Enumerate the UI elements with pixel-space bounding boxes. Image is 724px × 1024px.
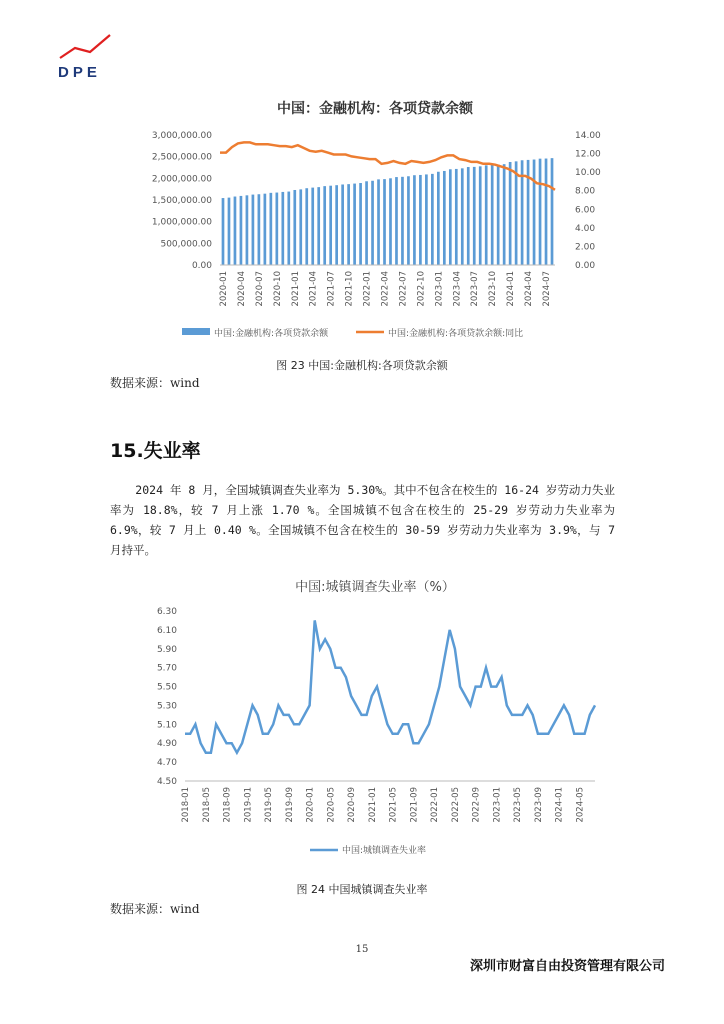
- right-tick-label: 8.00: [575, 186, 596, 197]
- chart1-x-axis: [219, 271, 552, 307]
- right-tick-label: 10.00: [575, 168, 601, 179]
- legend-line-label: 中国:城镇调查失业率: [342, 846, 427, 856]
- right-tick-label: 6.00: [575, 205, 596, 216]
- x-tick-label: 2021-04: [308, 271, 319, 307]
- x-tick-label: 2021-07: [326, 271, 337, 307]
- loan-bar: [479, 166, 482, 265]
- y-tick-label: 5.50: [156, 682, 177, 693]
- logo-swoosh: [60, 35, 110, 58]
- loan-bar: [293, 190, 296, 265]
- loan-bar: [491, 165, 494, 265]
- loan-bar: [275, 193, 278, 265]
- loan-bar: [317, 187, 320, 265]
- company-name: 深圳市财富自由投资管理有限公司: [470, 959, 666, 974]
- x-tick-label: 2019-05: [264, 787, 275, 823]
- y-tick-label: 4.90: [156, 739, 177, 750]
- loan-bar: [377, 179, 380, 265]
- figure23-source: 数据来源：wind: [110, 376, 200, 390]
- right-tick-label: 14.00: [575, 131, 601, 141]
- loan-bar: [347, 184, 350, 265]
- right-tick-label: 4.00: [575, 223, 596, 234]
- chart2-y-axis: [157, 607, 177, 787]
- x-tick-label: 2022-01: [362, 271, 373, 307]
- loan-bar: [287, 192, 290, 265]
- loan-bar: [461, 168, 464, 265]
- loan-bar: [395, 177, 398, 265]
- x-tick-label: 2018-05: [201, 787, 212, 823]
- x-tick-label: 2021-05: [388, 787, 399, 823]
- y-tick-label: 5.70: [156, 663, 177, 674]
- loan-bar: [359, 183, 362, 265]
- x-tick-label: 2020-01: [305, 787, 316, 823]
- left-tick-label: 2,000,000.00: [151, 174, 212, 185]
- right-tick-label: 2.00: [575, 242, 596, 253]
- chart1-left-axis: [152, 131, 212, 271]
- legend-line-label: 中国:金融机构:各项贷款余额:同比: [388, 329, 524, 339]
- loan-bar: [539, 159, 542, 265]
- x-tick-label: 2019-01: [243, 787, 254, 823]
- loan-bar: [353, 184, 356, 265]
- left-tick-label: 0.00: [191, 261, 212, 271]
- y-tick-label: 4.50: [156, 777, 177, 787]
- loan-bar: [437, 172, 440, 265]
- left-tick-label: 3,000,000.00: [151, 131, 212, 141]
- loan-bar: [443, 171, 446, 265]
- x-tick-label: 2023-04: [452, 271, 463, 307]
- x-tick-label: 2018-09: [222, 787, 233, 823]
- loan-bar: [533, 160, 536, 265]
- right-tick-label: 0.00: [575, 261, 596, 271]
- x-tick-label: 2024-04: [524, 271, 535, 307]
- y-tick-label: 6.10: [156, 625, 177, 636]
- y-tick-label: 5.10: [156, 720, 177, 731]
- loan-bar: [341, 184, 344, 265]
- loan-bar: [467, 167, 470, 265]
- loan-bar: [425, 174, 428, 265]
- x-tick-label: 2023-01: [434, 271, 445, 307]
- loan-bar: [455, 169, 458, 265]
- x-tick-label: 2018-01: [181, 787, 191, 823]
- loan-bar: [329, 186, 332, 265]
- x-tick-label: 2024-01: [554, 787, 565, 823]
- chart1-right-axis: [575, 131, 601, 271]
- x-tick-label: 2020-05: [326, 787, 337, 823]
- x-tick-label: 2022-01: [430, 787, 441, 823]
- x-tick-label: 2021-10: [344, 271, 355, 307]
- x-tick-label: 2020-07: [254, 271, 265, 307]
- loan-bar: [365, 181, 368, 265]
- x-tick-label: 2023-09: [533, 787, 544, 823]
- x-tick-label: 2021-01: [290, 271, 301, 307]
- x-tick-label: 2022-09: [471, 787, 482, 823]
- x-tick-label: 2022-07: [398, 271, 409, 307]
- figure23-caption: 图 23 中国:金融机构:各项贷款余额: [276, 359, 448, 372]
- loan-bar: [449, 169, 452, 265]
- loan-bar: [228, 198, 231, 265]
- x-tick-label: 2023-10: [488, 271, 499, 307]
- loan-bar: [383, 179, 386, 265]
- legend-bar-swatch: [182, 328, 210, 335]
- page-number: 15: [355, 944, 369, 955]
- loan-bar: [258, 194, 261, 265]
- x-tick-label: 2020-01: [218, 271, 229, 307]
- chart2-legend: [310, 844, 426, 856]
- loan-bar: [323, 186, 326, 265]
- x-tick-label: 2024-01: [506, 271, 517, 307]
- x-tick-label: 2024-07: [542, 271, 553, 307]
- loan-bar: [240, 196, 243, 265]
- x-tick-label: 2021-09: [409, 787, 420, 823]
- body-paragraph: 2024 年 8 月，全国城镇调查失业率为 5.30%。其中不包含在校生的 16-24 岁劳动力失业率为 18.8%，较 7 月上涨 1.70 %。全国城镇不包含在校生的 25-29 岁劳动力失业率为 6.9%，较 7 月上 0.40 %。全国城镇不包含在校生的 30-59 岁劳动力失业率为 3.9%，与 7 月持平。: [110, 483, 615, 557]
- loan-bar: [311, 188, 314, 265]
- chart2-unemployment-line: [185, 620, 595, 752]
- loan-balance-chart: [140, 95, 610, 360]
- x-tick-label: 2020-09: [347, 787, 358, 823]
- loan-bar: [335, 185, 338, 265]
- loan-bar: [551, 158, 554, 265]
- loan-bar: [281, 192, 284, 265]
- right-tick-label: 12.00: [575, 149, 601, 160]
- figure24-caption: 图 24 中国城镇调查失业率: [296, 883, 428, 896]
- unemployment-chart: [140, 575, 610, 860]
- x-tick-label: 2021-01: [367, 787, 378, 823]
- loan-bar: [246, 195, 249, 265]
- loan-bar: [305, 188, 308, 265]
- loan-bar: [252, 195, 255, 265]
- loan-bar: [299, 189, 302, 265]
- left-tick-label: 1,000,000.00: [151, 217, 212, 228]
- y-tick-label: 6.30: [156, 607, 177, 617]
- loan-bar: [413, 175, 416, 265]
- x-tick-label: 2023-01: [492, 787, 503, 823]
- loan-bar: [371, 181, 374, 265]
- chart1-bars: [222, 158, 554, 265]
- x-tick-label: 2020-04: [236, 271, 247, 307]
- loan-bar: [264, 194, 267, 265]
- loan-bar: [509, 162, 512, 265]
- left-tick-label: 2,500,000.00: [151, 152, 212, 163]
- x-tick-label: 2022-04: [380, 271, 391, 307]
- chart2-x-axis: [181, 787, 585, 823]
- left-tick-label: 500,000.00: [160, 239, 212, 250]
- loan-bar: [485, 165, 488, 265]
- x-tick-label: 2020-10: [272, 271, 283, 307]
- loan-bar: [419, 175, 422, 265]
- x-tick-label: 2023-07: [470, 271, 481, 307]
- y-tick-label: 5.30: [156, 701, 177, 712]
- loan-bar: [401, 177, 404, 265]
- loan-bar: [389, 178, 392, 265]
- legend-bar-label: 中国:金融机构:各项贷款余额: [214, 329, 329, 339]
- logo-text: DPE: [58, 64, 101, 81]
- loan-bar: [503, 164, 506, 265]
- loan-bar: [407, 176, 410, 265]
- loan-bar: [431, 174, 434, 265]
- chart2-title: 中国:城镇调查失业率（%）: [295, 580, 455, 595]
- loan-bar: [497, 165, 500, 265]
- loan-bar: [234, 197, 237, 265]
- left-tick-label: 1,500,000.00: [151, 196, 212, 206]
- loan-bar: [270, 193, 273, 265]
- y-tick-label: 4.70: [156, 758, 177, 769]
- y-tick-label: 5.90: [156, 644, 177, 655]
- loan-bar: [545, 159, 548, 265]
- x-tick-label: 2023-05: [513, 787, 524, 823]
- x-tick-label: 2022-10: [416, 271, 427, 307]
- chart1-title: 中国：金融机构：各项贷款余额: [277, 101, 473, 117]
- figure24-source: 数据来源：wind: [110, 902, 200, 916]
- x-tick-label: 2024-05: [575, 787, 586, 823]
- section-title: 15.失业率: [110, 440, 201, 462]
- loan-bar: [515, 161, 518, 265]
- chart1-legend: [182, 327, 523, 339]
- x-tick-label: 2022-05: [450, 787, 461, 823]
- x-tick-label: 2019-09: [284, 787, 295, 823]
- loan-bar: [473, 167, 476, 265]
- loan-bar: [222, 198, 225, 265]
